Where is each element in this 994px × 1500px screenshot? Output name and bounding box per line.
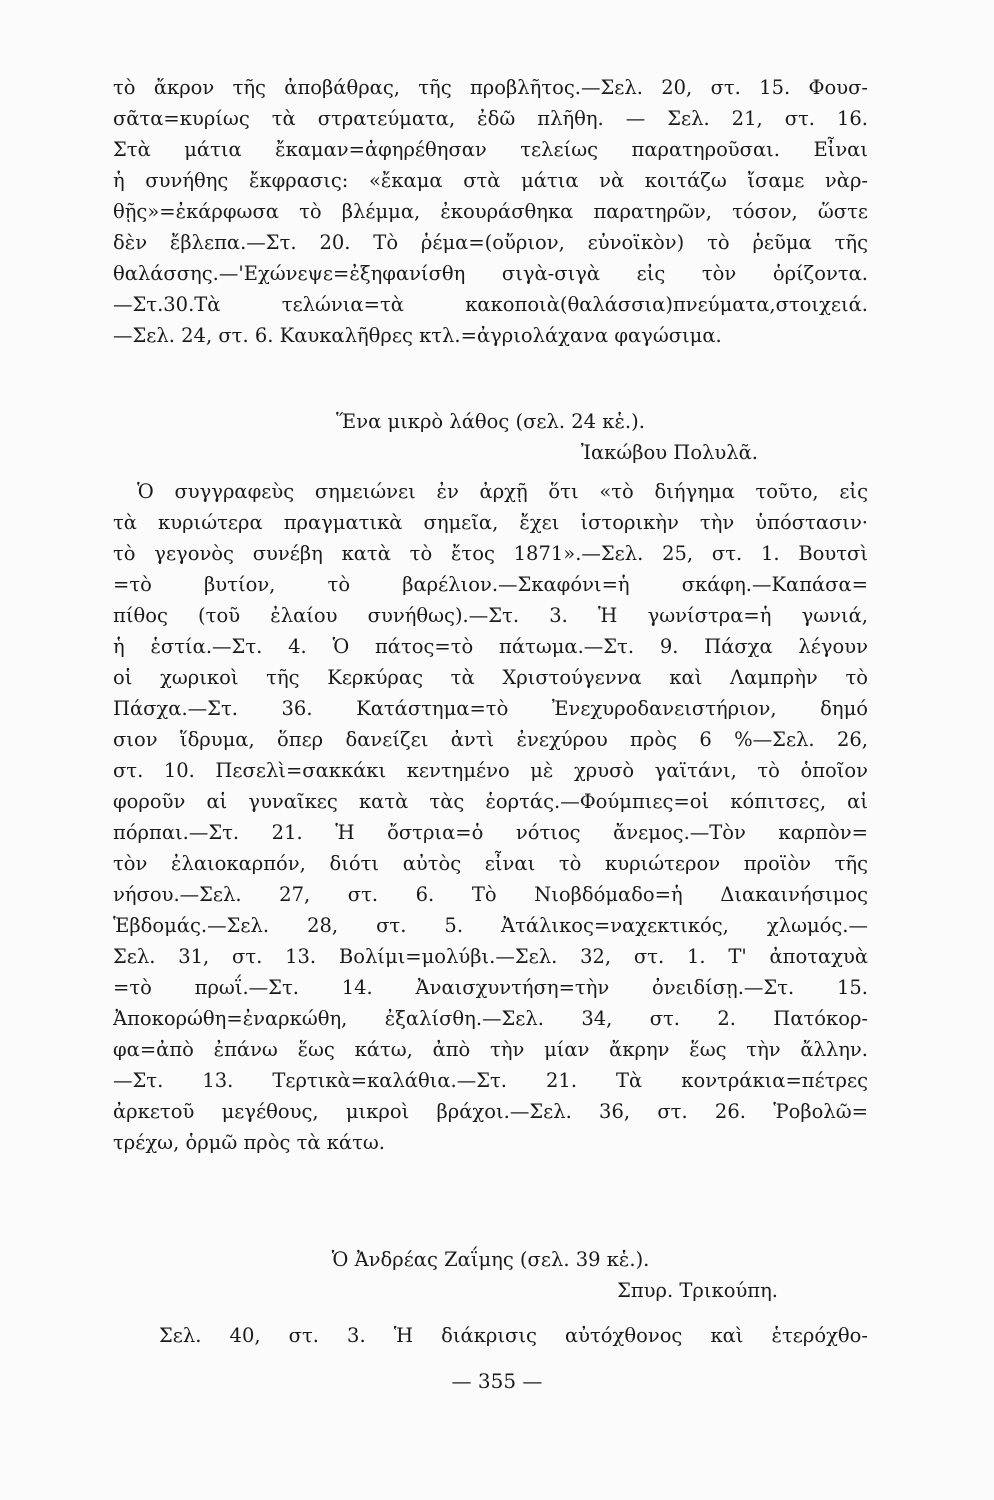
text-line: —Στ. 13. Τερτικὰ=καλάθια.—Στ. 21. Τὰ κοντράκια=πέτρες	[113, 1069, 868, 1092]
text-line: τὰ κυριώτερα πραγματικὰ σημεῖα, ἔχει ἱστορικὴν τὴν ὑπόστασιν·	[113, 511, 868, 534]
text-line: Σελ. 40, στ. 3. Ἡ διάκρισις αὐτόχθονος καὶ ἑτερόχθο-	[159, 1324, 868, 1347]
section-header	[113, 1244, 868, 1306]
section-author: Ἰακώβου Πολυλᾶ.	[580, 441, 758, 464]
text-line: σᾶτα=κυρίως τὰ στρατεύματα, ἐδῶ πλῆθη. — Σελ. 21, στ. 16.	[113, 107, 868, 130]
text-line: τὸ γεγονὸς συνέβη κατὰ τὸ ἔτος 1871».—Σελ. 25, στ. 1. Βουτσὶ	[113, 542, 868, 565]
text-line: φα=ἀπὸ ἐπάνω ἕως κάτω, ἀπὸ τὴν μίαν ἄκρην ἕως τὴν ἄλλην.	[113, 1038, 868, 1061]
text-line: =τὸ βυτίον, τὸ βαρέλιον.—Σκαφόνι=ἡ σκάφη.—Καπάσα=	[113, 573, 868, 596]
text-line: θαλάσσης.—'Εχώνεψε=ἐξηφανίσθη σιγὰ-σιγὰ εἰς τὸν ὁρίζοντα.	[113, 262, 868, 285]
glossary-continuation	[113, 72, 868, 351]
text-line: θῇς»=ἐκάρφωσα τὸ βλέμμα, ἐκουράσθηκα παρατηρῶν, τόσον, ὥστε	[113, 200, 868, 223]
text-line: Στὰ μάτια ἔκαμαν=ἀφηρέθησαν τελείως παρατηροῦσαι. Εἶναι	[113, 138, 868, 161]
text-line: Πάσχα.—Στ. 36. Κατάστημα=τὸ Ἐνεχυροδανειστήριον, δημό	[113, 697, 868, 720]
text-line: δὲν ἔβλεπα.—Στ. 20. Τὸ ῥέμα=(οὔριον, εὐνοϊκὸν) τὸ ῥεῦμα τῆς	[113, 231, 868, 254]
text-line: ἀρκετοῦ μεγέθους, μικροὶ βράχοι.—Σελ. 36, στ. 26. Ῥοβολῶ=	[113, 1100, 868, 1123]
glossary-section-start	[113, 1320, 868, 1351]
text-line: Ὁ συγγραφεὺς σημειώνει ἐν ἀρχῇ ὅτι «τὸ διήγημα τοῦτο, εἰς	[137, 480, 868, 503]
text-line: —Στ.30.Τὰ τελώνια=τὰ κακοποιὰ(θαλάσσια)πνεύματα,στοιχειά.	[113, 293, 868, 316]
text-line: στ. 10. Πεσελὶ=σακκάκι κεντημένο μὲ χρυσὸ γαϊτάνι, τὸ ὁποῖον	[113, 759, 868, 782]
section-header	[113, 406, 868, 468]
text-line: τὸν ἐλαιοκαρπόν, διότι αὐτὸς εἶναι τὸ κυριώτερον προϊὸν τῆς	[113, 852, 868, 875]
section-title: Ἕνα μικρὸ λάθος (σελ. 24 κἑ.).	[336, 410, 645, 433]
glossary-section	[113, 476, 868, 1158]
text-line: Ἑβδομάς.—Σελ. 28, στ. 5. Ἀτάλικος=ναχεκτικός, χλωμός.—	[113, 914, 868, 937]
section-author: Σπυρ. Τρικούπη.	[617, 1279, 778, 1302]
text-line: ἡ συνήθης ἔκφρασις: «ἔκαμα στὰ μάτια νὰ κοιτάζω ἴσαμε νὰρ-	[113, 169, 868, 192]
text-line: Ἀποκορώθη=ἐναρκώθη, ἐξαλίσθη.—Σελ. 34, στ. 2. Πατόκορ-	[113, 1007, 868, 1030]
text-line: τρέχω, ὁρμῶ πρὸς τὰ κάτω.	[113, 1131, 385, 1154]
text-line: πόρπαι.—Στ. 21. Ἡ ὄστρια=ὁ νότιος ἄνεμος.—Τὸν καρπὸν=	[113, 821, 868, 844]
text-line: οἱ χωρικοὶ τῆς Κερκύρας τὰ Χριστούγεννα καὶ Λαμπρὴν τὸ	[113, 666, 868, 689]
text-line: τὸ ἄκρον τῆς ἀποβάθρας, τῆς προβλῆτος.—Σελ. 20, στ. 15. Φουσ-	[113, 76, 868, 99]
text-line: φοροῦν αἱ γυναῖκες κατὰ τὰς ἑορτάς.—Φούμπιες=οἱ κόπιτσες, αἱ	[113, 790, 868, 813]
section-title: Ὁ Ἀνδρέας Ζαΐμης (σελ. 39 κἑ.).	[331, 1248, 650, 1271]
text-line: σιον ἵδρυμα, ὅπερ δανείζει ἀντὶ ἐνεχύρου πρὸς 6 %—Σελ. 26,	[113, 728, 868, 751]
text-line: νήσου.—Σελ. 27, στ. 6. Τὸ Νιοβδόμαδο=ἡ Διακαινήσιμος	[113, 883, 868, 906]
text-line: =τὸ πρωΐ.—Στ. 14. Ἀναισχυντήση=τὴν ὀνειδίσῃ.—Στ. 15.	[113, 976, 868, 999]
text-line: Σελ. 31, στ. 13. Βολίμι=μολύβι.—Σελ. 32, στ. 1. Τ' ἀποταχυὰ	[113, 945, 868, 968]
page-number: — 355 —	[451, 1369, 543, 1393]
text-line: —Σελ. 24, στ. 6. Καυκαλῆθρες κτλ.=ἀγριολάχανα φαγώσιμα.	[113, 324, 722, 347]
text-line: ἡ ἑστία.—Στ. 4. Ὁ πάτος=τὸ πάτωμα.—Στ. 9. Πάσχα λέγουν	[113, 635, 868, 658]
text-line: πίθος (τοῦ ἐλαίου συνήθως).—Στ. 3. Ἡ γωνίστρα=ἡ γωνιά,	[113, 604, 868, 627]
